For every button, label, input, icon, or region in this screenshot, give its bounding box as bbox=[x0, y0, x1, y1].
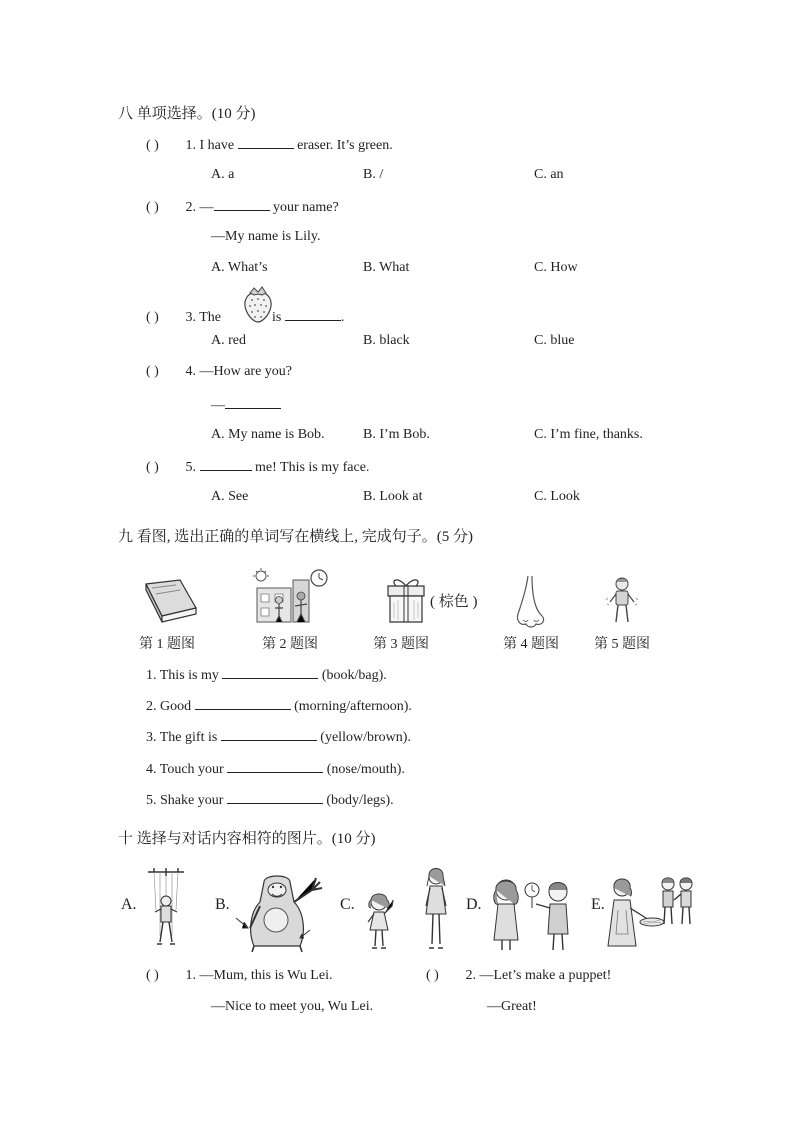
question-text: 1. I have bbox=[185, 138, 235, 153]
sentence-text: 4. Touch your bbox=[146, 762, 224, 777]
answer-blank[interactable] bbox=[238, 136, 294, 149]
sentence-5 bbox=[146, 791, 394, 809]
gift-color-label: ( 棕色 ) bbox=[430, 594, 478, 610]
sentence-text: 3. The gift is bbox=[146, 730, 218, 745]
option-b: B. Look at bbox=[363, 489, 423, 504]
answer-paren[interactable]: ( ) bbox=[426, 968, 439, 983]
strawberry-icon bbox=[240, 284, 276, 324]
sentence-hint: (morning/afternoon). bbox=[294, 699, 412, 714]
question-text-end: eraser. It’s green. bbox=[297, 138, 393, 153]
question-text-mid: is bbox=[272, 310, 282, 325]
section-9-title: 九 看图, 选出正确的单词写在横线上, 完成句子。(5 分) bbox=[118, 529, 473, 545]
option-a: A. red bbox=[211, 333, 246, 348]
option-b: B. black bbox=[363, 333, 410, 348]
answer-paren[interactable]: ( ) bbox=[146, 310, 159, 325]
option-a: A. My name is Bob. bbox=[211, 427, 325, 442]
sentence-hint: (book/bag). bbox=[321, 668, 387, 683]
option-b: B. What bbox=[363, 260, 410, 275]
answer-blank[interactable] bbox=[227, 760, 323, 773]
question-text-end: your name? bbox=[273, 200, 339, 215]
answer-paren[interactable]: ( ) bbox=[146, 460, 159, 475]
answer-paren[interactable]: ( ) bbox=[146, 138, 159, 153]
mother-and-boys-icon bbox=[606, 874, 702, 952]
dialogue-1-reply: —Nice to meet you, Wu Lei. bbox=[211, 999, 374, 1014]
answer-blank[interactable] bbox=[200, 458, 252, 471]
dialogue-line: 1. —Mum, this is Wu Lei. bbox=[185, 968, 333, 983]
picture-a-letter: A. bbox=[121, 896, 137, 913]
question-text: 5. bbox=[185, 460, 196, 475]
figure-5-caption: 第 5 题图 bbox=[594, 637, 650, 652]
dialogue-1 bbox=[146, 968, 332, 984]
boy-shaking-icon bbox=[606, 576, 638, 626]
dialogue-line: 2. —Let’s make a puppet! bbox=[465, 968, 612, 983]
answer-blank[interactable] bbox=[221, 728, 317, 741]
option-c: C. blue bbox=[534, 333, 575, 348]
option-c: C. Look bbox=[534, 489, 580, 504]
option-c: C. I’m fine, thanks. bbox=[534, 427, 643, 442]
answer-blank[interactable] bbox=[222, 666, 318, 679]
sentence-hint: (yellow/brown). bbox=[320, 730, 411, 745]
option-b: B. / bbox=[363, 167, 384, 182]
nose-icon bbox=[514, 574, 548, 630]
section-10-title: 十 选择与对话内容相符的图片。(10 分) bbox=[118, 831, 376, 847]
sentence-text: 2. Good bbox=[146, 699, 192, 714]
question-5 bbox=[146, 458, 369, 476]
sentence-text: 5. Shake your bbox=[146, 793, 224, 808]
question-1 bbox=[146, 136, 393, 154]
option-c: C. How bbox=[534, 260, 578, 275]
answer-paren[interactable]: ( ) bbox=[146, 200, 159, 215]
reply-dash: — bbox=[211, 398, 225, 413]
question-text: 4. —How are you? bbox=[185, 364, 293, 379]
figure-1-caption: 第 1 题图 bbox=[139, 637, 195, 652]
sentence-3 bbox=[146, 728, 411, 746]
answer-paren[interactable]: ( ) bbox=[146, 364, 159, 379]
option-a: A. See bbox=[211, 489, 249, 504]
gorilla-icon bbox=[234, 872, 330, 952]
morning-scene-icon bbox=[253, 568, 331, 626]
book-icon bbox=[142, 576, 200, 624]
question-2 bbox=[146, 198, 339, 216]
gift-box-icon bbox=[384, 576, 428, 624]
sentence-hint: (body/legs). bbox=[326, 793, 394, 808]
option-a: A. a bbox=[211, 167, 235, 182]
picture-e-letter: E. bbox=[591, 896, 605, 913]
woman-standing-icon bbox=[420, 866, 452, 952]
question-2-reply: —My name is Lily. bbox=[211, 229, 321, 244]
option-a: A. What’s bbox=[211, 260, 268, 275]
sentence-1 bbox=[146, 666, 387, 684]
figure-2-caption: 第 2 题图 bbox=[262, 637, 318, 652]
answer-blank[interactable] bbox=[214, 198, 270, 211]
picture-b-letter: B. bbox=[215, 896, 230, 913]
sentence-text: 1. This is my bbox=[146, 668, 219, 683]
children-talking-icon bbox=[488, 874, 574, 952]
answer-blank[interactable] bbox=[227, 791, 323, 804]
sentence-hint: (nose/mouth). bbox=[326, 762, 405, 777]
answer-blank[interactable] bbox=[195, 697, 291, 710]
sentence-4 bbox=[146, 760, 405, 778]
option-b: B. I’m Bob. bbox=[363, 427, 430, 442]
answer-paren[interactable]: ( ) bbox=[146, 968, 159, 983]
question-4 bbox=[146, 364, 292, 380]
picture-c-letter: C. bbox=[340, 896, 355, 913]
answer-blank[interactable] bbox=[285, 308, 341, 321]
section-8-title: 八 单项选择。(10 分) bbox=[118, 106, 256, 122]
dialogue-2 bbox=[426, 968, 611, 984]
sentence-2 bbox=[146, 697, 412, 715]
answer-blank[interactable] bbox=[225, 396, 281, 409]
dialogue-2-reply: —Great! bbox=[487, 999, 537, 1014]
question-4-reply bbox=[211, 396, 281, 414]
question-text: 2. — bbox=[185, 200, 214, 215]
picture-d-letter: D. bbox=[466, 896, 482, 913]
puppet-icon bbox=[144, 866, 188, 952]
period: . bbox=[340, 310, 345, 325]
option-c: C. an bbox=[534, 167, 564, 182]
girl-waving-icon bbox=[362, 890, 396, 952]
figure-3-caption: 第 3 题图 bbox=[373, 637, 429, 652]
question-text: 3. The bbox=[185, 310, 222, 325]
figure-4-caption: 第 4 题图 bbox=[503, 637, 559, 652]
question-text-end: me! This is my face. bbox=[255, 460, 370, 475]
